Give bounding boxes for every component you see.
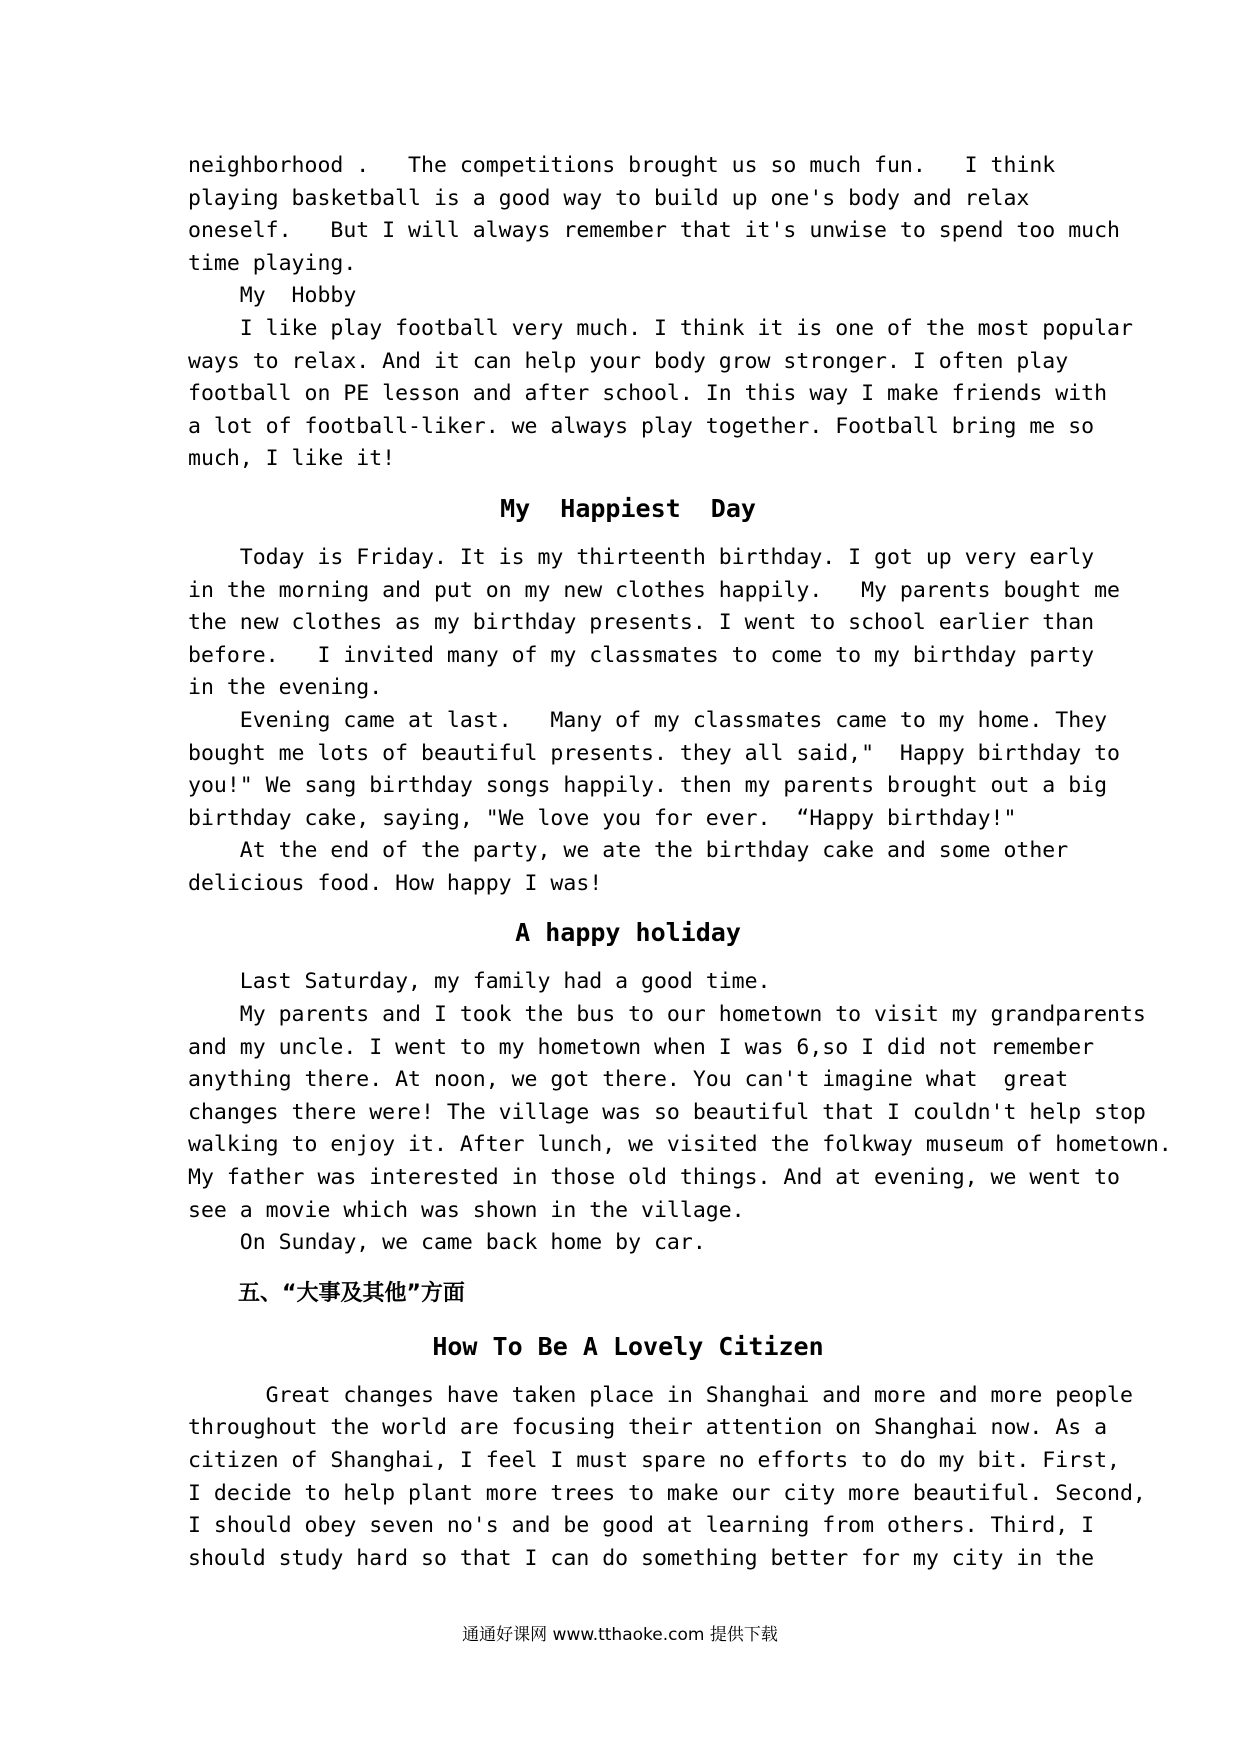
text-line: anything there. At noon, we got there. You can't imagine what great	[188, 1067, 1069, 1093]
text-line: much, I like it!	[188, 446, 396, 472]
text-line: I like play football very much. I think it is one of the most popular	[188, 315, 1133, 341]
text-line: citizen of Shanghai, I feel I must spare no efforts to do my bit. First,	[188, 1448, 1120, 1473]
text-line: Last Saturday, my family had a good time.	[188, 969, 771, 995]
text-line: I should obey seven no's and be good at learning from others. Third, I	[188, 1513, 1095, 1539]
spacer	[188, 1314, 1068, 1324]
spacer	[188, 532, 1068, 542]
text-line: On Sunday, we came back home by car.	[188, 1230, 706, 1256]
text-line: in the morning and put on my new clothes happily. My parents bought me	[188, 577, 1120, 603]
text-line: before. I invited many of my classmates to come to my birthday party	[188, 642, 1095, 668]
text-line: football on PE lesson and after school. In this way I make friends with	[188, 381, 1108, 407]
text-line: a lot of football-liker. we always play together. Football bring me so	[188, 413, 1095, 439]
document-body	[188, 150, 1172, 1575]
text-line: neighborhood . The competitions brought us so much fun. I think	[188, 153, 1056, 178]
text-line: Evening came at last. Many of my classmates came to my home. They	[188, 707, 1108, 733]
text-line: My Hobby	[188, 283, 357, 309]
text-line: Great changes have taken place in Shanghai and more and more people	[188, 1382, 1133, 1408]
text-line: My parents and I took the bus to our hometown to visit my grandparents	[188, 1002, 1146, 1028]
spacer	[188, 1370, 1068, 1380]
text-line: walking to enjoy it. After lunch, we visited the folkway museum of hometown.	[188, 1132, 1172, 1158]
page-footer: 通通好课网 www.tthaoke.com 提供下载	[462, 1625, 778, 1645]
text-line: delicious food. How happy I was!	[188, 870, 603, 896]
text-line: the new clothes as my birthday presents. I went to school earlier than	[188, 610, 1095, 636]
text-line: I decide to help plant more trees to make our city more beautiful. Second,	[188, 1480, 1146, 1506]
text-line: changes there were! The village was so beautiful that I couldn't help stop	[188, 1099, 1146, 1125]
text-line: in the evening.	[188, 675, 383, 701]
text-line: playing basketball is a good way to build up one's body and relax	[188, 185, 1030, 211]
spacer	[188, 1260, 1068, 1274]
text-line: At the end of the party, we ate the birthday cake and some other	[188, 838, 1069, 864]
text-line: ways to relax. And it can help your body grow stronger. I often play	[188, 348, 1069, 374]
text-line: throughout the world are focusing their attention on Shanghai now. As a	[188, 1415, 1108, 1441]
text-line: and my uncle. I went to my hometown when I was 6,so I did not remember	[188, 1034, 1095, 1060]
text-line: you!" We sang birthday songs happily. then my parents brought out a big	[188, 773, 1108, 799]
section-heading: 五、“大事及其他”方面	[238, 1280, 465, 1306]
text-line: Today is Friday. It is my thirteenth birthday. I got up very early	[188, 544, 1095, 570]
text-line: birthday cake, saying, "We love you for ever. “Happy birthday!"	[188, 805, 1017, 831]
text-line: should study hard so that I can do something better for my city in the	[188, 1545, 1095, 1571]
spacer	[188, 476, 1068, 486]
essay-title: How To Be A Lovely Citizen	[432, 1331, 824, 1361]
text-line: My father was interested in those old things. And at evening, we went to	[188, 1165, 1120, 1191]
text-line: oneself. But I will always remember that it's unwise to spend too much	[188, 218, 1120, 244]
essay-title: A happy holiday	[515, 918, 741, 948]
text-line: time playing.	[188, 250, 357, 276]
spacer	[188, 900, 1068, 910]
essay-title: My Happiest Day	[500, 493, 756, 523]
text-line: bought me lots of beautiful presents. they all said," Happy birthday to	[188, 740, 1120, 766]
text-line: see a movie which was shown in the village.	[188, 1197, 745, 1223]
spacer	[188, 956, 1068, 966]
